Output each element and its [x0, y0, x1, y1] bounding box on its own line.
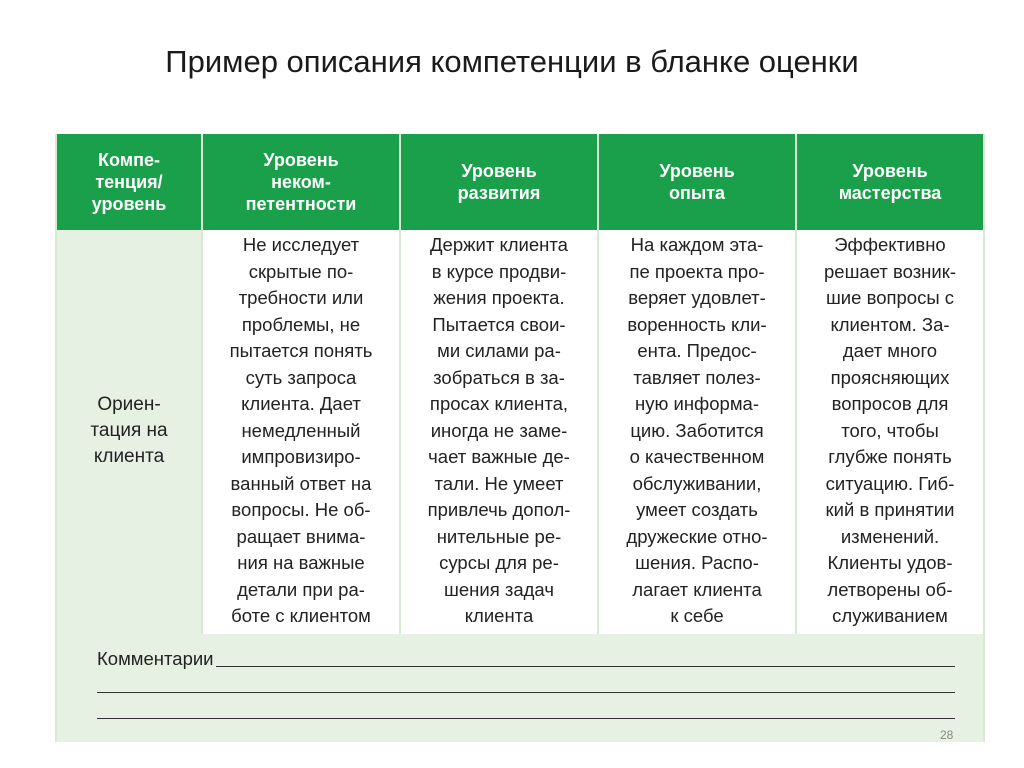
page-title: Пример описания компетенции в бланке оценки: [165, 44, 859, 79]
comment-line-1: [97, 646, 955, 672]
comments-label: Комментарии: [97, 647, 214, 669]
competency-cell: Ориен- тация на клиента: [56, 230, 202, 634]
comment-rule: [97, 691, 955, 693]
comment-rule: [216, 665, 955, 667]
incompetence-description: Не исследует скрытые по- требности или проблемы, не пытается понять суть запроса клиента. Дает немедленный импровизиро- ванный ответ на вопросы. Не об- ращает внима- ния на важные детали при ра- боте с клиентом: [202, 230, 400, 634]
table-header-row: [56, 134, 984, 230]
comments-cell: [56, 634, 984, 742]
experience-description: На каждом эта- пе проекта про- веряет удовлет- воренность кли- ента. Предос- тавляет полез- ную информа- цию. Заботится о качественном обслуживании, умеет создать дружеские отно- шения. Распо- лагает клиента к себе: [598, 230, 796, 634]
header-incompetence-level: Уровень неком- петентности: [202, 134, 400, 230]
mastery-description: Эффективно решает возник- шие вопросы с клиентом. За- дает много проясняющих вопросов для того, чтобы глубже понять ситуацию. Гиб- кий в принятии изменений. Клиенты удов- летворены об- служиванием: [796, 230, 984, 634]
header-mastery-level: Уровень мастерства: [796, 134, 984, 230]
development-description: Держит клиента в курсе продви- жения проекта. Пытается свои- ми силами ра- зобраться в за- просах клиента, иногда не заме- чает важные де- тали. Не умеет привлечь допол- нительные ре- сурсы для ре- шения задач клиента: [400, 230, 598, 634]
comment-rule: [97, 717, 955, 719]
comment-line-3: [97, 698, 955, 724]
assessment-form-table: [55, 134, 985, 742]
comments-row: [56, 634, 984, 742]
header-development-level: Уровень развития: [400, 134, 598, 230]
header-experience-level: Уровень опыта: [598, 134, 796, 230]
header-competency: Компе- тенция/ уровень: [56, 134, 202, 230]
page-number: 28: [940, 728, 954, 742]
comment-line-2: [97, 672, 955, 698]
table-row: [56, 230, 984, 634]
